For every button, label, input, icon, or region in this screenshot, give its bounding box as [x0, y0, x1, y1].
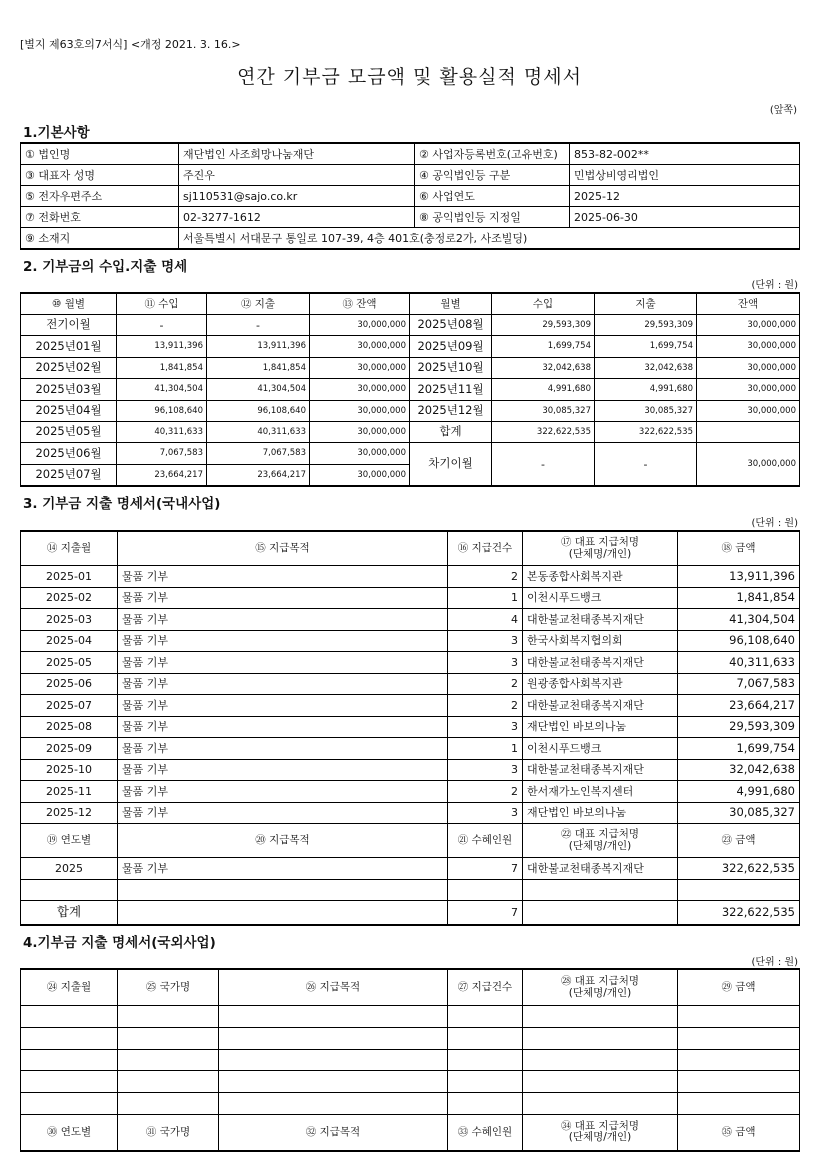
- empty-cell: [523, 901, 678, 926]
- column-header: 수입: [492, 293, 595, 315]
- info-row: [21, 186, 800, 207]
- recipient-cell: 이천시푸드뱅크: [523, 587, 678, 609]
- expense-cell: 96,108,640: [207, 400, 310, 421]
- month-cell: 2025-04: [21, 630, 118, 652]
- empty-cell: [118, 1027, 219, 1049]
- page-title: 연간 기부금 모금액 및 활용실적 명세서: [237, 66, 582, 88]
- expense-row: [21, 587, 800, 609]
- count-cell: 4: [448, 609, 523, 631]
- month-cell: 합계: [410, 421, 492, 442]
- field-label: ④ 공익법인등 구분: [415, 165, 570, 186]
- column-header: ㉝ 수혜인원: [448, 1114, 523, 1151]
- empty-cell: [448, 1006, 523, 1028]
- field-label: ③ 대표자 성명: [21, 165, 179, 186]
- month-cell: 2025년05월: [21, 421, 117, 442]
- field-value: 재단법인 사조희망나눔재단: [179, 143, 415, 165]
- expense-cell: 23,664,217: [207, 464, 310, 486]
- domestic-expense-table: [20, 530, 800, 926]
- month-cell: 2025년07월: [21, 464, 117, 486]
- amount-cell: 1,699,754: [678, 738, 800, 760]
- month-cell: 2025-05: [21, 652, 118, 674]
- income-cell: 29,593,309: [492, 315, 595, 336]
- expense-cell: 322,622,535: [595, 421, 697, 442]
- balance-cell: 30,000,000: [310, 400, 410, 421]
- balance-cell: 30,000,000: [697, 315, 800, 336]
- year-cell: 2025: [21, 858, 118, 880]
- purpose-cell: 물품 기부: [118, 609, 448, 631]
- income-cell: 13,911,396: [117, 336, 207, 357]
- section-domestic-heading: 3. 기부금 지출 명세서(국내사업): [23, 496, 221, 512]
- month-cell: 2025-11: [21, 781, 118, 803]
- amount-cell: 322,622,535: [678, 858, 800, 880]
- purpose-cell: 물품 기부: [118, 802, 448, 824]
- balance-cell: 30,000,000: [310, 357, 410, 378]
- count-cell: 3: [448, 652, 523, 674]
- empty-cell: [118, 1093, 219, 1115]
- empty-cell: [118, 1071, 219, 1093]
- column-header: ⑪ 수입: [117, 293, 207, 315]
- expense-row: [21, 630, 800, 652]
- field-label: ⑨ 소재지: [21, 228, 179, 250]
- count-cell: 3: [448, 759, 523, 781]
- empty-cell: [678, 1049, 800, 1071]
- field-label: ① 법인명: [21, 143, 179, 165]
- column-header: ㉖ 지급목적: [219, 969, 448, 1006]
- purpose-cell: 물품 기부: [118, 630, 448, 652]
- amount-cell: 40,311,633: [678, 652, 800, 674]
- info-row: [21, 165, 800, 186]
- purpose-cell: 물품 기부: [118, 759, 448, 781]
- column-header: 잔액: [697, 293, 800, 315]
- column-header: ㉜ 지급목적: [219, 1114, 448, 1151]
- expense-cell: 1,841,854: [207, 357, 310, 378]
- count-cell: 3: [448, 716, 523, 738]
- recipient-cell: 재단법인 바보의나눔: [523, 716, 678, 738]
- empty-cell: [678, 1006, 800, 1028]
- month-cell: 2025년03월: [21, 379, 117, 400]
- month-row: [21, 421, 800, 442]
- field-value: 주진우: [179, 165, 415, 186]
- field-label: ⑧ 공익법인등 지정일: [415, 207, 570, 228]
- month-row: [21, 357, 800, 378]
- field-value: sj110531@sajo.co.kr: [179, 186, 415, 207]
- month-cell: 2025년09월: [410, 336, 492, 357]
- month-cell: 2025-07: [21, 695, 118, 717]
- recipient-cell: 이천시푸드뱅크: [523, 738, 678, 760]
- total-label: 합계: [21, 901, 118, 926]
- header-row: [21, 293, 800, 315]
- income-cell: 7,067,583: [117, 443, 207, 464]
- column-header: 월별: [410, 293, 492, 315]
- column-header: ㉓ 금액: [678, 824, 800, 858]
- section-basic-heading: 1.기본사항: [23, 125, 90, 141]
- balance-cell: 30,000,000: [697, 336, 800, 357]
- expense-cell: 1,699,754: [595, 336, 697, 357]
- recipient-cell: 재단법인 바보의나눔: [523, 802, 678, 824]
- empty-cell: [678, 1071, 800, 1093]
- month-row: [21, 400, 800, 421]
- month-row: [21, 443, 800, 464]
- balance-cell: 30,000,000: [310, 464, 410, 486]
- purpose-cell: 물품 기부: [118, 716, 448, 738]
- count-cell: 2: [448, 695, 523, 717]
- empty-cell: [448, 1027, 523, 1049]
- column-header: ㉛ 국가명: [118, 1114, 219, 1151]
- header-label: ㉘ 대표 지급처명: [560, 975, 640, 988]
- info-row: [21, 207, 800, 228]
- page-side-label: (앞쪽): [769, 105, 797, 116]
- empty-row: [21, 879, 800, 901]
- month-cell: 2025년06월: [21, 443, 117, 464]
- field-label: ⑤ 전자우편주소: [21, 186, 179, 207]
- header-row: [21, 531, 800, 566]
- expense-row: [21, 609, 800, 631]
- recipient-cell: 대한불교천태종복지재단: [523, 858, 678, 880]
- column-header: ⑫ 지출: [207, 293, 310, 315]
- header-sublabel: (단체명/개인): [568, 839, 632, 852]
- column-header: ⑭ 지출월: [21, 531, 118, 566]
- balance-cell: 30,000,000: [310, 379, 410, 400]
- unit-label: (단위 : 원): [751, 280, 798, 291]
- column-header: ㉙ 금액: [678, 969, 800, 1006]
- header-sublabel: (단체명/개인): [568, 547, 632, 560]
- unit-label: (단위 : 원): [751, 518, 798, 529]
- count-cell: 1: [448, 587, 523, 609]
- count-cell: 3: [448, 802, 523, 824]
- income-cell: 1,841,854: [117, 357, 207, 378]
- empty-cell: [118, 1006, 219, 1028]
- expense-cell: 30,085,327: [595, 400, 697, 421]
- section-overseas-heading: 4.기부금 지출 명세서(국외사업): [23, 935, 216, 951]
- column-header: ⑳ 지급목적: [118, 824, 448, 858]
- expense-cell: 13,911,396: [207, 336, 310, 357]
- field-value: 853-82-002**: [570, 143, 800, 165]
- purpose-cell: 물품 기부: [118, 695, 448, 717]
- recipient-cell: 한국사회복지협의회: [523, 630, 678, 652]
- amount-cell: 4,991,680: [678, 781, 800, 803]
- overseas-expense-table: [20, 968, 800, 1152]
- empty-cell: [21, 1027, 118, 1049]
- balance-cell: 30,000,000: [697, 357, 800, 378]
- balance-cell: [697, 421, 800, 442]
- count-cell: 7: [448, 858, 523, 880]
- count-cell: 2: [448, 781, 523, 803]
- month-cell: 2025-03: [21, 609, 118, 631]
- empty-cell: [523, 1071, 678, 1093]
- income-cell: 4,991,680: [492, 379, 595, 400]
- expense-row: [21, 781, 800, 803]
- purpose-cell: 물품 기부: [118, 738, 448, 760]
- empty-cell: [21, 1049, 118, 1071]
- recipient-cell: 대한불교천태종복지재단: [523, 609, 678, 631]
- field-value: 02-3277-1612: [179, 207, 415, 228]
- month-cell: 2025-02: [21, 587, 118, 609]
- expense-row: [21, 695, 800, 717]
- month-cell: 2025-06: [21, 673, 118, 695]
- header-label: ㉒ 대표 지급처명: [560, 828, 640, 841]
- amount-cell: 30,085,327: [678, 802, 800, 824]
- field-label: ⑦ 전화번호: [21, 207, 179, 228]
- expense-cell: 32,042,638: [595, 357, 697, 378]
- expense-cell: 4,991,680: [595, 379, 697, 400]
- column-header: ⑩ 월별: [21, 293, 117, 315]
- month-cell: 2025-10: [21, 759, 118, 781]
- empty-cell: [118, 879, 448, 901]
- empty-row: [21, 1006, 800, 1028]
- month-row: [21, 336, 800, 357]
- month-cell: 2025년04월: [21, 400, 117, 421]
- expense-row: [21, 759, 800, 781]
- column-header: ㉑ 수혜인원: [448, 824, 523, 858]
- empty-cell: [21, 1006, 118, 1028]
- amount-cell: 13,911,396: [678, 566, 800, 588]
- recipient-cell: 대한불교천태종복지재단: [523, 695, 678, 717]
- income-cell: -: [117, 315, 207, 336]
- income-cell: 41,304,504: [117, 379, 207, 400]
- total-row: [21, 901, 800, 926]
- income-cell: 40,311,633: [117, 421, 207, 442]
- empty-cell: [523, 1006, 678, 1028]
- header-sublabel: (단체명/개인): [568, 986, 632, 999]
- count-cell: 2: [448, 566, 523, 588]
- info-row-address: [21, 228, 800, 250]
- month-cell: 2025년01월: [21, 336, 117, 357]
- empty-cell: [118, 901, 448, 926]
- amount-cell: 41,304,504: [678, 609, 800, 631]
- amount-cell: 1,841,854: [678, 587, 800, 609]
- column-header: ㉕ 국가명: [118, 969, 219, 1006]
- field-label: ② 사업자등록번호(고유번호): [415, 143, 570, 165]
- amount-cell: 29,593,309: [678, 716, 800, 738]
- expense-row: [21, 716, 800, 738]
- carry-balance-cell: 30,000,000: [697, 443, 800, 486]
- field-value: 2025-12: [570, 186, 800, 207]
- empty-cell: [678, 879, 800, 901]
- year-row: [21, 858, 800, 880]
- empty-cell: [448, 1093, 523, 1115]
- column-header: ⑬ 잔액: [310, 293, 410, 315]
- field-value: 2025-06-30: [570, 207, 800, 228]
- column-header: [523, 824, 678, 858]
- empty-cell: [523, 879, 678, 901]
- empty-cell: [21, 1071, 118, 1093]
- section-income-heading: 2. 기부금의 수입.지출 명세: [23, 259, 188, 275]
- column-header: 지출: [595, 293, 697, 315]
- month-cell: 전기이월: [21, 315, 117, 336]
- total-amount: 322,622,535: [678, 901, 800, 926]
- empty-cell: [678, 1093, 800, 1115]
- column-header: [523, 1114, 678, 1151]
- amount-cell: 7,067,583: [678, 673, 800, 695]
- column-header: ㉟ 금액: [678, 1114, 800, 1151]
- income-cell: 1,699,754: [492, 336, 595, 357]
- column-header: [523, 531, 678, 566]
- total-count: 7: [448, 901, 523, 926]
- empty-cell: [219, 1027, 448, 1049]
- empty-cell: [523, 1049, 678, 1071]
- field-label: ⑥ 사업연도: [415, 186, 570, 207]
- header-row: [21, 969, 800, 1006]
- empty-cell: [21, 1093, 118, 1115]
- form-number: [별지 제63호의7서식] <개정 2021. 3. 16.>: [20, 38, 241, 51]
- recipient-cell: 한서재가노인복지센터: [523, 781, 678, 803]
- expense-cell: 40,311,633: [207, 421, 310, 442]
- purpose-cell: 물품 기부: [118, 566, 448, 588]
- amount-cell: 23,664,217: [678, 695, 800, 717]
- column-header: ⑮ 지급목적: [118, 531, 448, 566]
- column-header: ㉗ 지급건수: [448, 969, 523, 1006]
- empty-cell: [219, 1006, 448, 1028]
- month-cell: 2025년11월: [410, 379, 492, 400]
- column-header: ⑱ 금액: [678, 531, 800, 566]
- balance-cell: 30,000,000: [697, 400, 800, 421]
- header-sublabel: (단체명/개인): [568, 1131, 632, 1144]
- amount-cell: 96,108,640: [678, 630, 800, 652]
- balance-cell: 30,000,000: [310, 315, 410, 336]
- purpose-cell: 물품 기부: [118, 587, 448, 609]
- empty-cell: [523, 1093, 678, 1115]
- carry-expense-cell: -: [595, 443, 697, 486]
- empty-row: [21, 1071, 800, 1093]
- expense-cell: -: [207, 315, 310, 336]
- income-cell: 23,664,217: [117, 464, 207, 486]
- column-header: ⑲ 연도별: [21, 824, 118, 858]
- balance-cell: 30,000,000: [310, 421, 410, 442]
- purpose-cell: 물품 기부: [118, 858, 448, 880]
- month-cell: 2025년08월: [410, 315, 492, 336]
- empty-cell: [448, 879, 523, 901]
- income-expense-table: [20, 292, 800, 487]
- month-cell: 2025-09: [21, 738, 118, 760]
- empty-cell: [219, 1071, 448, 1093]
- month-cell: 2025년12월: [410, 400, 492, 421]
- basic-info-table: [20, 142, 800, 250]
- month-cell: 2025년02월: [21, 357, 117, 378]
- header-label: ⑰ 대표 지급처명: [560, 536, 640, 549]
- month-row: [21, 315, 800, 336]
- balance-cell: 30,000,000: [310, 336, 410, 357]
- empty-cell: [219, 1093, 448, 1115]
- count-cell: 2: [448, 673, 523, 695]
- month-cell: 2025-01: [21, 566, 118, 588]
- carry-income-cell: -: [492, 443, 595, 486]
- expense-cell: 7,067,583: [207, 443, 310, 464]
- month-cell: 2025-12: [21, 802, 118, 824]
- income-cell: 32,042,638: [492, 357, 595, 378]
- count-cell: 3: [448, 630, 523, 652]
- recipient-cell: 대한불교천태종복지재단: [523, 652, 678, 674]
- header-row: [21, 1114, 800, 1151]
- column-header: [523, 969, 678, 1006]
- empty-cell: [448, 1071, 523, 1093]
- purpose-cell: 물품 기부: [118, 652, 448, 674]
- empty-row: [21, 1093, 800, 1115]
- info-row: [21, 143, 800, 165]
- recipient-cell: 대한불교천태종복지재단: [523, 759, 678, 781]
- empty-cell: [118, 1049, 219, 1071]
- field-value: 서울특별시 서대문구 통일로 107-39, 4층 401호(충정로2가, 사조빌딩): [179, 228, 800, 250]
- purpose-cell: 물품 기부: [118, 781, 448, 803]
- column-header: ㉔ 지출월: [21, 969, 118, 1006]
- balance-cell: 30,000,000: [310, 443, 410, 464]
- balance-cell: 30,000,000: [697, 379, 800, 400]
- recipient-cell: 원광종합사회복지관: [523, 673, 678, 695]
- empty-row: [21, 1049, 800, 1071]
- expense-row: [21, 652, 800, 674]
- income-cell: 30,085,327: [492, 400, 595, 421]
- empty-cell: [678, 1027, 800, 1049]
- expense-row: [21, 738, 800, 760]
- month-cell: 2025-08: [21, 716, 118, 738]
- empty-cell: [448, 1049, 523, 1071]
- header-row: [21, 824, 800, 858]
- month-cell: 2025년10월: [410, 357, 492, 378]
- income-cell: 96,108,640: [117, 400, 207, 421]
- field-value: 민법상비영리법인: [570, 165, 800, 186]
- expense-cell: 29,593,309: [595, 315, 697, 336]
- income-cell: 322,622,535: [492, 421, 595, 442]
- recipient-cell: 본동종합사회복지관: [523, 566, 678, 588]
- expense-row: [21, 566, 800, 588]
- expense-row: [21, 802, 800, 824]
- empty-cell: [21, 879, 118, 901]
- empty-cell: [219, 1049, 448, 1071]
- expense-row: [21, 673, 800, 695]
- column-header: ㉚ 연도별: [21, 1114, 118, 1151]
- header-label: ㉞ 대표 지급처명: [560, 1120, 640, 1133]
- month-row: [21, 379, 800, 400]
- count-cell: 1: [448, 738, 523, 760]
- carry-month-cell: 차기이월: [410, 443, 492, 486]
- amount-cell: 32,042,638: [678, 759, 800, 781]
- expense-cell: 41,304,504: [207, 379, 310, 400]
- empty-row: [21, 1027, 800, 1049]
- purpose-cell: 물품 기부: [118, 673, 448, 695]
- empty-cell: [523, 1027, 678, 1049]
- unit-label: (단위 : 원): [751, 957, 798, 968]
- column-header: ⑯ 지급건수: [448, 531, 523, 566]
